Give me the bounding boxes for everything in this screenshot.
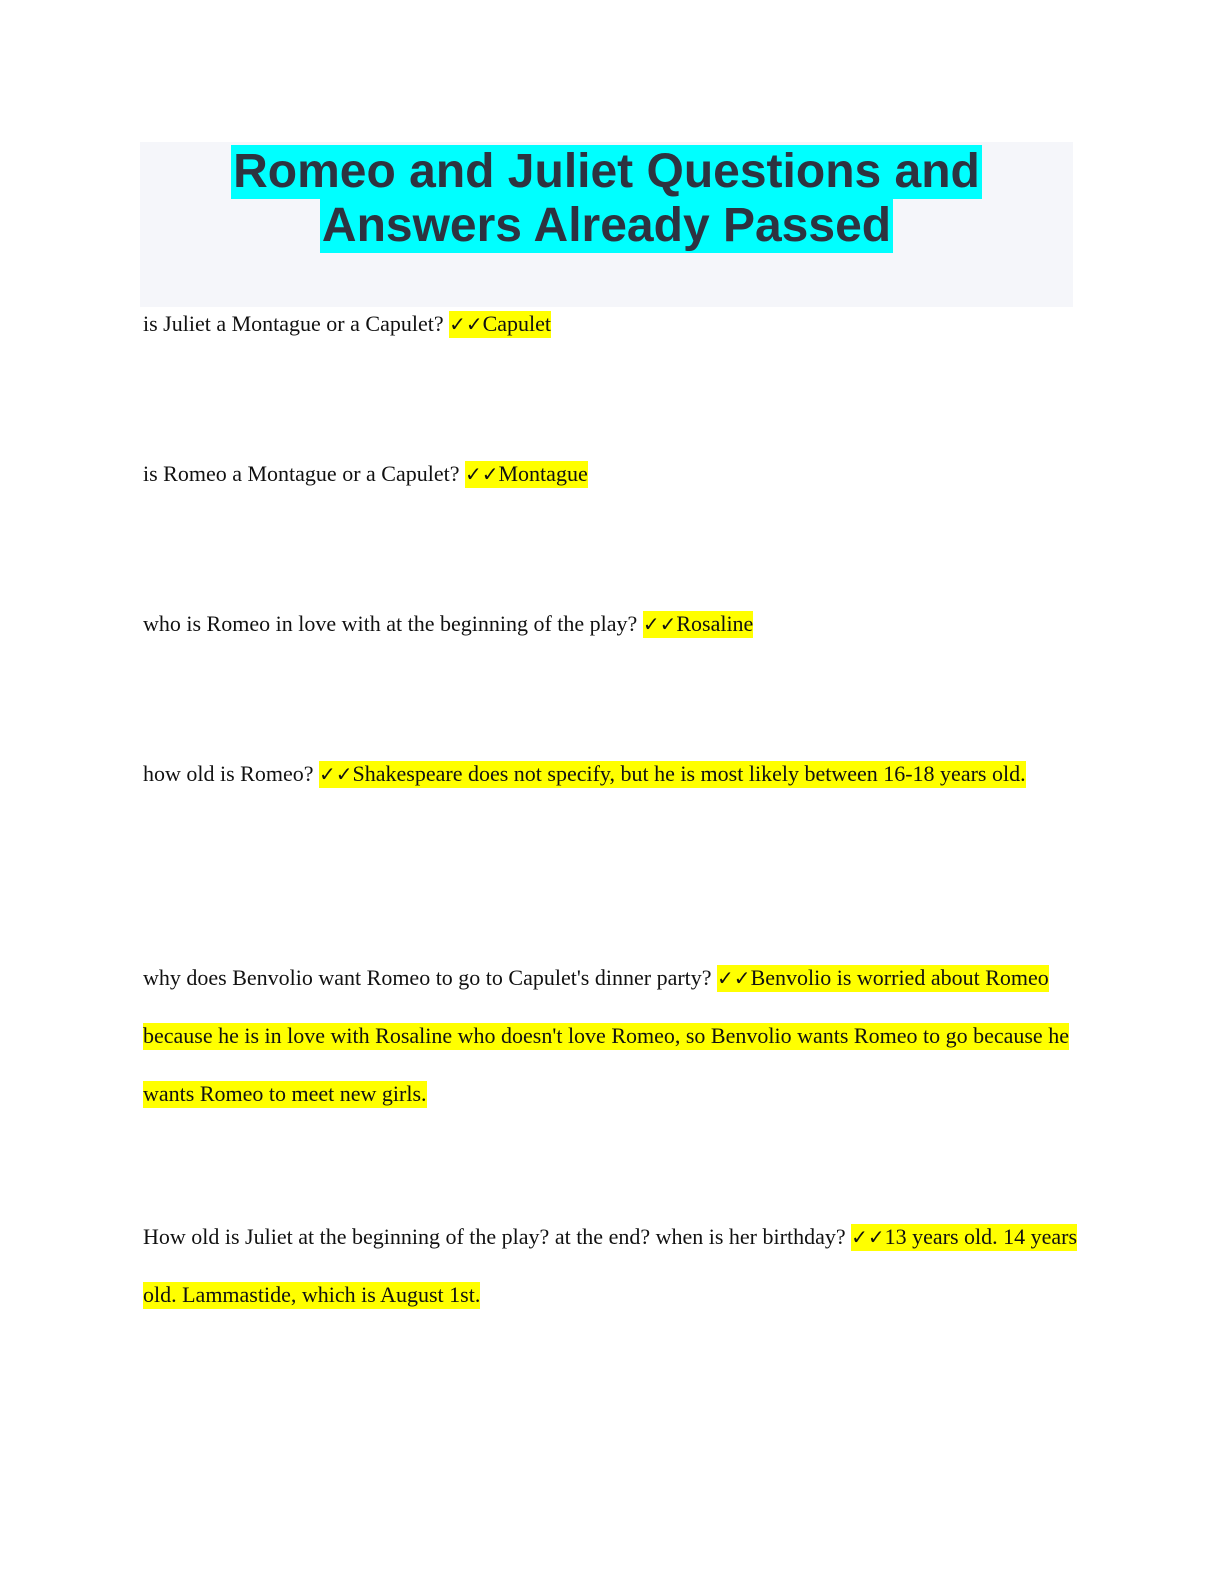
qa-item-1 xyxy=(143,295,1078,353)
check-mark-icon: ✓✓ xyxy=(717,966,751,990)
answer-text: 13 years old. 14 years old. Lammastide, which is August 1st. xyxy=(143,1224,1078,1307)
check-mark-icon: ✓✓ xyxy=(642,612,677,636)
answer-text: Rosaline xyxy=(676,611,754,636)
title-line-1: Romeo and Juliet Questions and xyxy=(233,145,980,198)
question-text: is Romeo a Montague or a Capulet? xyxy=(143,461,460,486)
qa-item-2 xyxy=(143,445,1078,503)
qa-item-4 xyxy=(143,745,1078,803)
qa-item-3 xyxy=(143,595,1078,653)
question-text: How old is Juliet at the beginning of the play? at the end? when is her birthday? xyxy=(143,1224,846,1249)
check-mark-icon: ✓✓ xyxy=(464,462,499,486)
answer-highlight xyxy=(449,311,551,338)
check-mark-icon: ✓✓ xyxy=(851,1225,885,1249)
answer-text: Capulet xyxy=(482,311,552,336)
question-text: who is Romeo in love with at the beginning of the play? xyxy=(143,611,638,636)
answer-highlight xyxy=(319,761,1026,788)
answer-text: Benvolio is worried about Romeo because he is in love with Rosaline who doesn't love Romeo, so Benvolio wants Romeo to go because he wants Romeo to meet new girls. xyxy=(143,965,1069,1106)
question-text: why does Benvolio want Romeo to go to Capulet's dinner party? xyxy=(143,965,712,990)
title-banner xyxy=(140,142,1073,307)
answer-highlight xyxy=(643,611,754,638)
qa-item-5 xyxy=(143,949,1078,1123)
answer-highlight xyxy=(465,461,588,488)
check-mark-icon: ✓✓ xyxy=(319,762,353,786)
title-line-2: Answers Already Passed xyxy=(321,199,892,252)
question-text: is Juliet a Montague or a Capulet? xyxy=(143,311,444,336)
answer-text: Montague xyxy=(498,461,588,486)
qa-item-6 xyxy=(143,1208,1078,1324)
document-title xyxy=(140,142,1073,253)
check-mark-icon: ✓✓ xyxy=(449,312,483,336)
question-text: how old is Romeo? xyxy=(143,761,314,786)
answer-text: Shakespeare does not specify, but he is most likely between 16-18 years old. xyxy=(352,761,1026,786)
